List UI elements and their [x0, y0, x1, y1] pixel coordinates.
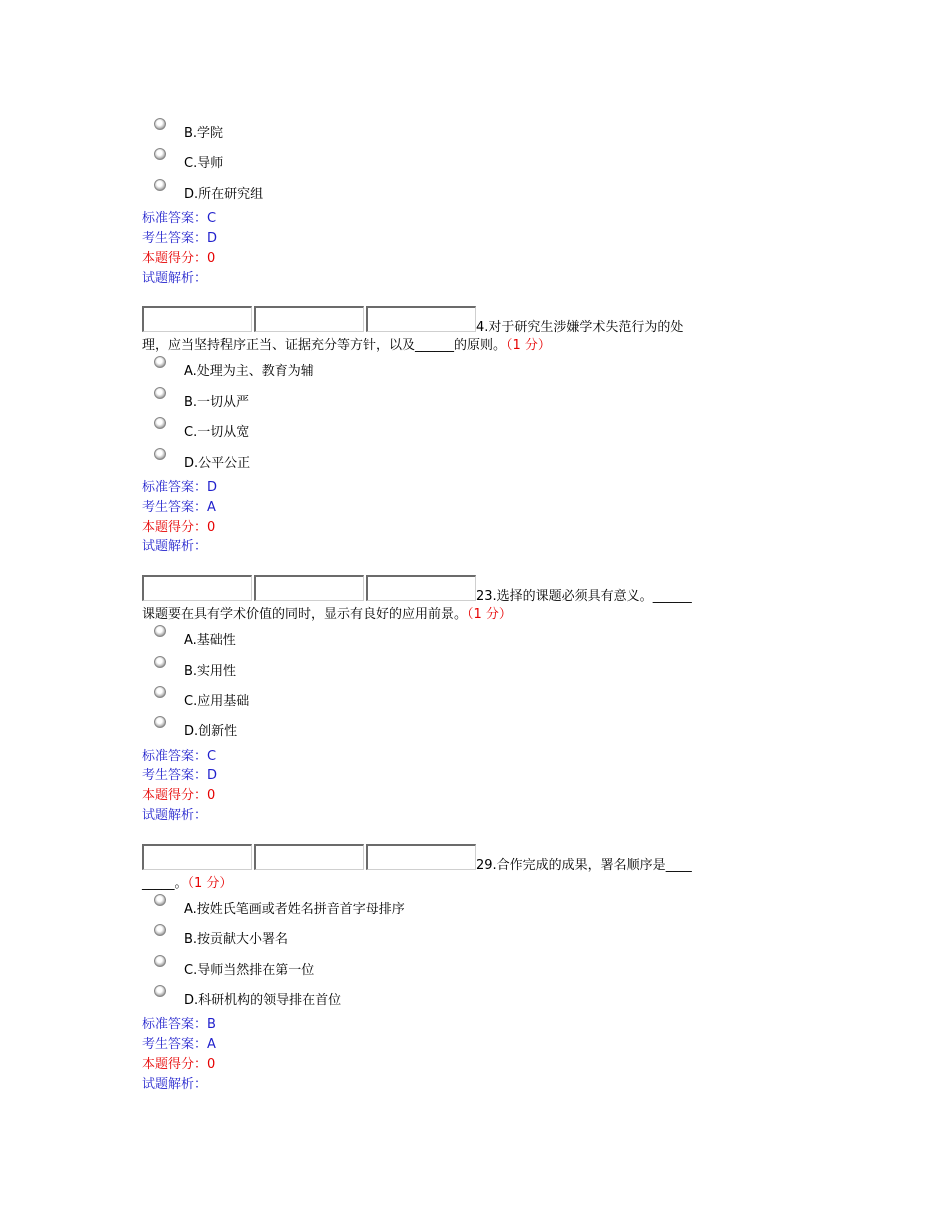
radio-button-icon[interactable] — [154, 179, 166, 191]
option-label: B.学院 — [184, 126, 224, 141]
question-block — [142, 306, 712, 557]
score-line — [142, 518, 712, 538]
question-header — [142, 844, 712, 891]
score-value: 0 — [207, 250, 216, 266]
option-label: C.导师当然排在第一位 — [184, 962, 315, 978]
option-row[interactable] — [142, 680, 712, 710]
option-row[interactable] — [142, 442, 712, 472]
standard-answer-line — [142, 1015, 712, 1035]
option-label: C.一切从宽 — [184, 425, 250, 441]
analysis-line — [142, 537, 712, 557]
question-text: 的原则。 — [454, 338, 507, 354]
score-label: 本题得分： — [142, 250, 208, 266]
student-answer-value: A — [207, 499, 216, 515]
score-value: 0 — [207, 1057, 216, 1073]
student-answer-label: 考生答案： — [142, 499, 208, 515]
radio-button-icon[interactable] — [154, 686, 166, 698]
question-text: 。 — [174, 875, 188, 891]
radio-button-icon[interactable] — [154, 656, 166, 668]
question-text-line1 — [476, 589, 692, 605]
score-label: 本题得分： — [142, 1057, 208, 1073]
radio-button-icon[interactable] — [154, 716, 166, 728]
question-points: （1 分） — [187, 875, 233, 891]
option-label: D.创新性 — [184, 724, 238, 740]
answer-input-box[interactable] — [142, 575, 252, 601]
option-label: B.一切从严 — [184, 394, 250, 410]
option-label: A.按姓氏笔画或者姓名拼音首字母排序 — [184, 901, 405, 917]
answer-input-box[interactable] — [366, 306, 476, 332]
exam-review-document — [142, 112, 712, 1095]
answer-input-box[interactable] — [254, 844, 364, 870]
question-block-partial — [142, 112, 712, 288]
question-text: 课题要在具有学术价值的同时，显示有良好的应用前景。 — [142, 607, 468, 623]
score-value: 0 — [207, 788, 216, 804]
score-label: 本题得分： — [142, 788, 208, 804]
standard-answer-line — [142, 478, 712, 498]
fill-blank: _____ — [142, 875, 175, 891]
question-text: 理，应当坚持程序正当、证据充分等方针，以及 — [142, 338, 416, 354]
student-answer-label: 考生答案： — [142, 230, 208, 246]
option-label: D.科研机构的领导排在首位 — [184, 993, 342, 1009]
score-value: 0 — [207, 519, 216, 535]
answer-input-box[interactable] — [142, 306, 252, 332]
answer-input-box[interactable] — [254, 306, 364, 332]
radio-button-icon[interactable] — [154, 924, 166, 936]
question-block — [142, 844, 712, 1095]
question-text: 4.对于研究生涉嫌学术失范行为的处 — [476, 320, 684, 336]
student-answer-line — [142, 229, 712, 249]
student-answer-value: D — [207, 768, 218, 784]
answer-input-box[interactable] — [366, 844, 476, 870]
question-text: 29.合作完成的成果，署名顺序是 — [476, 857, 666, 873]
question-header — [142, 306, 712, 354]
question-header — [142, 575, 712, 623]
option-row[interactable] — [142, 350, 712, 380]
analysis-line — [142, 269, 712, 289]
option-row[interactable] — [142, 112, 712, 142]
radio-button-icon[interactable] — [154, 894, 166, 906]
option-row[interactable] — [142, 142, 712, 172]
option-row[interactable] — [142, 918, 712, 948]
analysis-line — [142, 1075, 712, 1095]
analysis-label: 试题解析： — [142, 539, 208, 555]
score-line — [142, 1055, 712, 1075]
analysis-label: 试题解析： — [142, 270, 208, 286]
student-answer-label: 考生答案： — [142, 1037, 208, 1053]
analysis-label: 试题解析： — [142, 1076, 208, 1092]
question-block — [142, 575, 712, 826]
option-label: D.公平公正 — [184, 455, 251, 471]
option-list — [142, 350, 712, 472]
radio-button-icon[interactable] — [154, 356, 166, 368]
student-answer-line — [142, 498, 712, 518]
standard-answer-label: 标准答案： — [142, 211, 208, 227]
option-label: A.基础性 — [184, 633, 236, 649]
option-row[interactable] — [142, 411, 712, 441]
radio-button-icon[interactable] — [154, 417, 166, 429]
standard-answer-value: C — [207, 748, 217, 764]
score-label: 本题得分： — [142, 519, 208, 535]
radio-button-icon[interactable] — [154, 387, 166, 399]
question-text-line1 — [476, 858, 692, 874]
option-list — [142, 619, 712, 741]
option-row[interactable] — [142, 619, 712, 649]
standard-answer-label: 标准答案： — [142, 479, 208, 495]
standard-answer-line — [142, 747, 712, 767]
option-row[interactable] — [142, 949, 712, 979]
analysis-label: 试题解析： — [142, 808, 208, 824]
student-answer-line — [142, 766, 712, 786]
score-line — [142, 786, 712, 806]
standard-answer-line — [142, 209, 712, 229]
option-row[interactable] — [142, 173, 712, 203]
option-list — [142, 888, 712, 1010]
radio-button-icon[interactable] — [154, 955, 166, 967]
option-row[interactable] — [142, 381, 712, 411]
option-label: C.导师 — [184, 156, 224, 172]
student-answer-label: 考生答案： — [142, 768, 208, 784]
option-row[interactable] — [142, 979, 712, 1009]
option-row[interactable] — [142, 650, 712, 680]
option-label: B.实用性 — [184, 663, 237, 679]
question-points: （1 分） — [506, 338, 551, 354]
score-line — [142, 249, 712, 269]
fill-blank: ____ — [665, 857, 692, 873]
student-answer-value: D — [207, 230, 218, 246]
standard-answer-label: 标准答案： — [142, 748, 208, 764]
standard-answer-value: B — [207, 1017, 216, 1033]
question-text-line1 — [476, 320, 683, 336]
radio-button-icon[interactable] — [154, 448, 166, 460]
option-row[interactable] — [142, 710, 712, 740]
standard-answer-value: D — [207, 479, 218, 495]
question-points: （1 分） — [467, 607, 512, 623]
student-answer-value: A — [207, 1037, 216, 1053]
option-label: A.处理为主、教育为辅 — [184, 364, 314, 380]
fill-blank: ______ — [415, 338, 455, 354]
radio-button-icon[interactable] — [154, 118, 166, 130]
radio-button-icon[interactable] — [154, 985, 166, 997]
answer-input-box[interactable] — [254, 575, 364, 601]
standard-answer-value: C — [207, 211, 217, 227]
student-answer-line — [142, 1035, 712, 1055]
option-label: B.按贡献大小署名 — [184, 932, 289, 948]
question-text: 23.选择的课题必须具有意义。 — [476, 589, 653, 605]
radio-button-icon[interactable] — [154, 625, 166, 637]
analysis-line — [142, 806, 712, 826]
standard-answer-label: 标准答案： — [142, 1017, 208, 1033]
radio-button-icon[interactable] — [154, 148, 166, 160]
option-label: D.所在研究组 — [184, 186, 264, 202]
option-label: C.应用基础 — [184, 693, 250, 709]
option-row[interactable] — [142, 888, 712, 918]
answer-input-box[interactable] — [366, 575, 476, 601]
fill-blank: ______ — [652, 589, 692, 605]
answer-input-box[interactable] — [142, 844, 252, 870]
